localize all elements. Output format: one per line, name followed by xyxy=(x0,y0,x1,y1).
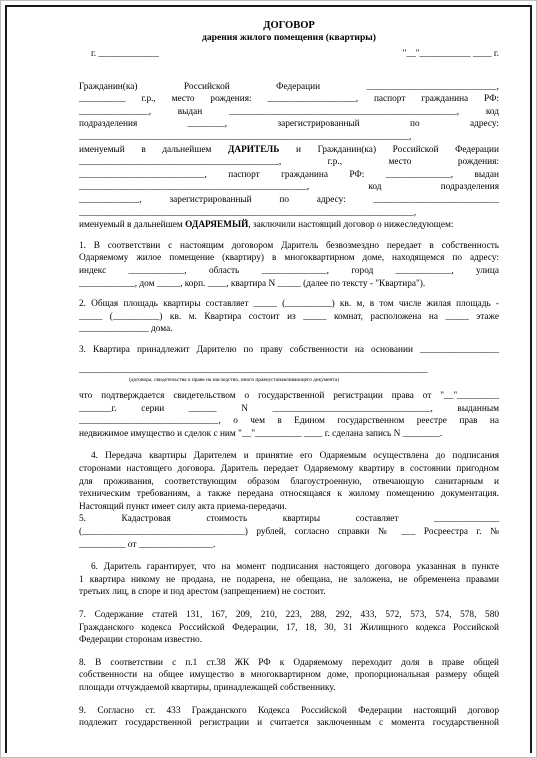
party2-role-line xyxy=(79,219,499,232)
clause-line: недвижимое имущество и сделок с ним "__"__________ ____ г. сделана запись N ________. xyxy=(79,428,443,439)
clause-9 xyxy=(79,705,499,730)
role-text: именуемый в дальнейшем xyxy=(79,144,228,155)
clause-5 xyxy=(79,513,499,551)
clause-line: третьих лиц, в споре и под арестом (запрещением) не состоит. xyxy=(79,587,326,598)
clause-7 xyxy=(79,609,499,647)
contract-body xyxy=(79,19,499,730)
clause-line: 7. Содержание статей 131, 167, 209, 210, 223, 288, 292, 433, 572, 573, 574, 578, 580 xyxy=(79,609,499,620)
party1-line: _______________, выдан _________________________________________________, код xyxy=(79,106,499,117)
date-field: "__"___________ ____ г. xyxy=(402,49,499,59)
clause-line: сторонами настоящего договора. Даритель передает Одаряемому квартиру в состоянии пригодном xyxy=(79,464,499,475)
party2-line: _________________________________________________, код подразделения xyxy=(79,182,499,193)
place-field: г. _____________ xyxy=(91,49,159,59)
clause-line: __________ от ________________. xyxy=(79,539,216,550)
clause-line: индекс ____________, область ______________, город ____________, улица xyxy=(79,265,499,276)
clause-line: (___________________________________) рублей, согласно справки № ___ Росреестра г. № xyxy=(79,527,499,537)
party2-line: ________________________________________________________________________, xyxy=(79,207,417,218)
role-text: и Гражданин(ка) Российской Федерации xyxy=(279,144,499,155)
clause-line: 1. В соответствии с настоящим договором Даритель безвозмездно передает в собственность xyxy=(79,240,499,251)
party2-line: _____________, зарегистрированный по адресу: ___________________________ xyxy=(79,194,499,205)
role-text: именуемый в дальнейшем xyxy=(79,220,186,231)
clause-line: техническим требованиям, а также передана относящаяся к жилому помещению документация. xyxy=(79,489,499,500)
clause-1 xyxy=(79,240,499,290)
clause-line: Федерации сторонам известно. xyxy=(79,635,203,646)
role-text: , заключили настоящий договор о нижеследующем: xyxy=(248,220,454,231)
clause-line: 4. Передача квартиры Дарителем и принятие его Одаряемым осуществлена до подписания xyxy=(91,451,499,462)
party2-line: ___________________________, паспорт гражданина РФ: ______________, выдан xyxy=(79,169,499,180)
clause-line: подлежит государственной регистрации и считается заключенным с момента государственной xyxy=(79,718,499,729)
clause-line: 3. Квартира принадлежит Дарителю по праву собственности на основании _________________ xyxy=(79,344,499,355)
clause-line: 5. Кадастровая стоимость квартиры составляет ______________ xyxy=(79,514,499,525)
donee-label: ОДАРЯЕМЫЙ xyxy=(185,220,249,231)
clause-line: ______________________________, о чем в Едином государственном реестре прав на xyxy=(79,416,499,427)
party1-line: _______________________________________________________________________, xyxy=(79,131,412,142)
clause-line: для проживания, соответствующим образом благоустроенную, отвечающую санитарным и xyxy=(79,476,499,487)
clause-line: 6. Даритель гарантирует, что на момент подписания настоящего договора указанная в пункте xyxy=(91,562,499,573)
party1-line: __________ г.р., место рождения: ___________________, паспорт гражданина РФ: xyxy=(79,94,499,105)
document-subtitle: дарения жилого помещения (квартиры) xyxy=(202,32,376,43)
clause-line: _______г. серии ______ N __________________________________, выданным xyxy=(79,403,499,414)
party2-line: ___________________________________________, г.р., место рождения: xyxy=(79,157,499,168)
clause-8 xyxy=(79,657,499,695)
clause-line: площади отчуждаемой квартиры, принадлежащей собственнику. xyxy=(79,682,336,693)
donor-label: ДАРИТЕЛЬ xyxy=(228,144,280,155)
clause-line: 9. Согласно ст. 433 Гражданского Кодекса Российской Федерации настоящий договор xyxy=(79,705,499,716)
clause-4 xyxy=(79,450,499,513)
clause-line: 1 квартира никому не продана, не подарена, не обещана, не заложена, не обременена правами xyxy=(79,574,499,585)
clause-6 xyxy=(79,561,499,599)
clause-footnote: (договора, свидетельства о праве на наследство, иного правоустанавливающего документа) xyxy=(129,377,340,384)
clause-line: ___________________________________________________________________________ xyxy=(79,365,428,376)
party1-line: подразделения ________, зарегистрированный по адресу: xyxy=(79,119,499,130)
clause-line: 2. Общая площадь квартиры составляет _____ (__________) кв. м, в том числе жилая площадь - xyxy=(79,299,499,310)
clause-line: _____ (__________) кв. м. Квартира состоит из _____ комнат, расположена на _____ этаже xyxy=(79,311,499,322)
clause-line: Настоящий пункт имеет силу акта приема-передачи. xyxy=(79,501,287,512)
clause-line: что подтверждается свидетельством о государственной регистрации права от "__"_________ xyxy=(79,391,499,402)
clause-2 xyxy=(79,298,499,336)
clause-line: _______________ дома. xyxy=(79,324,173,335)
clause-3 xyxy=(79,344,499,441)
clause-line: Одаряемому жилое помещение (квартиру) в многоквартирном доме, находящемся по адресу: xyxy=(79,253,499,264)
party1-role-line xyxy=(79,144,499,157)
clause-line: ____________, дом _____, корп. ____, квартира N _____ (далее по тексту - "Квартира"). xyxy=(79,278,426,289)
clause-line: собственности на общее имущество в многоквартирном доме, пропорциональная размеру общей xyxy=(79,670,499,681)
clause-line: 8. В соответствии с п.1 ст.38 ЖК РФ к Одаряемому переходит доля в праве общей xyxy=(79,657,499,668)
party1-line: Гражданин(ка) Российской Федерации ____________________________, xyxy=(79,81,499,92)
document-title: ДОГОВОР xyxy=(263,20,315,31)
clause-line: Гражданского кодекса Российской Федерации, 17, 18, 30, 31 Жилищного кодекса Российской xyxy=(79,622,499,633)
party-donee xyxy=(79,156,499,232)
party-donor xyxy=(79,81,499,157)
place-date-line xyxy=(79,48,499,61)
